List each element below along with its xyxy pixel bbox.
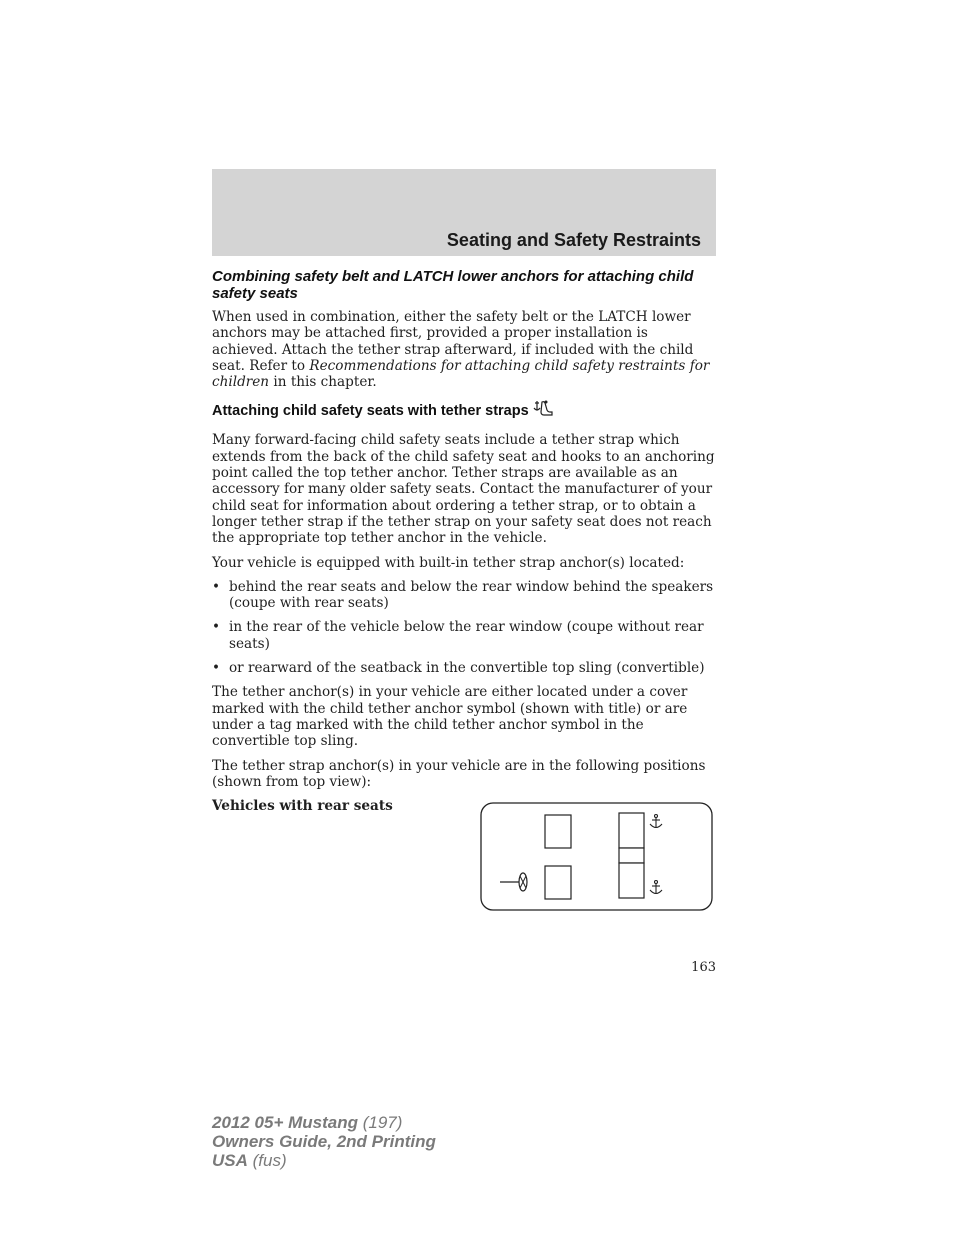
- rear-seat-icon: [619, 848, 644, 863]
- tether-heading-text: Attaching child safety seats with tether straps: [212, 403, 529, 420]
- chapter-title: Seating and Safety Restraints: [446, 230, 701, 250]
- child-seat-tether-icon: [532, 399, 554, 422]
- chapter-header-band: [212, 169, 716, 256]
- vehicle-top-view-diagram: [480, 802, 714, 912]
- page-number: 163: [691, 960, 716, 975]
- tether-paragraph-1: Many forward-facing child safety seats include a tether strap which extends from the back of the child safety seat and hooks to an anchoring point called the top tether anchor. Tether straps are available as an accessory for many older safety seats. Contact the manufacturer of your child seat for information about ordering a tether strap, or to obtain a longer tether strap if the tether strap on your safety seat does not reach the appropriate top tether anchor in the vehicle.: [212, 432, 715, 547]
- diagram-label: Vehicles with rear seats: [212, 798, 393, 815]
- vehicle-outline: [481, 803, 712, 910]
- tether-paragraph-3: The tether anchor(s) in your vehicle are either located under a cover marked with the child tether anchor symbol (shown with title) or are under a tag marked with the child tether anchor symbol in the convertible top sling.: [212, 684, 688, 750]
- latch-paragraph: [212, 309, 717, 390]
- section-heading-latch: Combining safety belt and LATCH lower anchors for attaching child safety seats: [212, 268, 694, 302]
- latch-paragraph-text-end: in this chapter.: [269, 374, 377, 391]
- tether-paragraph-2: Your vehicle is equipped with built-in tether strap anchor(s) located:: [212, 554, 685, 571]
- latch-paragraph-text: When used in combination, either the safety belt or the LATCH lower anchors may be attached first, provided a proper installation is achieved. Attach the tether strap afterward, if included with the child seat. Refer to: [212, 309, 694, 374]
- front-seat-icon: [545, 815, 571, 848]
- section-heading-tether: [212, 399, 717, 422]
- tether-paragraph-4: The tether strap anchor(s) in your vehicle are in the following positions (shown from top view):: [212, 757, 706, 790]
- front-seat-icon: [545, 866, 571, 899]
- anchor-location-list: [212, 579, 717, 676]
- rear-seat-icon: [619, 813, 644, 848]
- list-item: • or rearward of the seatback in the convertible top sling (convertible): [212, 660, 705, 677]
- footer-line-2: Owners Guide, 2nd Printing: [212, 1132, 436, 1151]
- latch-paragraph-reference: Recommendations for attaching child safety restraints for children: [212, 357, 710, 391]
- footer-line-3: USA (fus): [212, 1151, 287, 1170]
- list-item-text: or rearward of the seatback in the convertible top sling (convertible): [229, 660, 705, 677]
- rear-seat-icon: [619, 863, 644, 898]
- list-item: • behind the rear seats and below the rear window behind the speakers (coupe with rear seats): [212, 578, 714, 612]
- list-item-text: behind the rear seats and below the rear window behind the speakers (coupe with rear seats): [229, 578, 714, 612]
- list-item: • in the rear of the vehicle below the rear window (coupe without rear seats): [212, 619, 704, 652]
- page-content: [212, 268, 717, 822]
- list-item-text: in the rear of the vehicle below the rear window (coupe without rear seats): [229, 619, 704, 652]
- footer-line-1: 2012 05+ Mustang (197): [212, 1113, 403, 1132]
- document-footer: [212, 1113, 436, 1170]
- tether-anchor-diagram: [480, 802, 714, 917]
